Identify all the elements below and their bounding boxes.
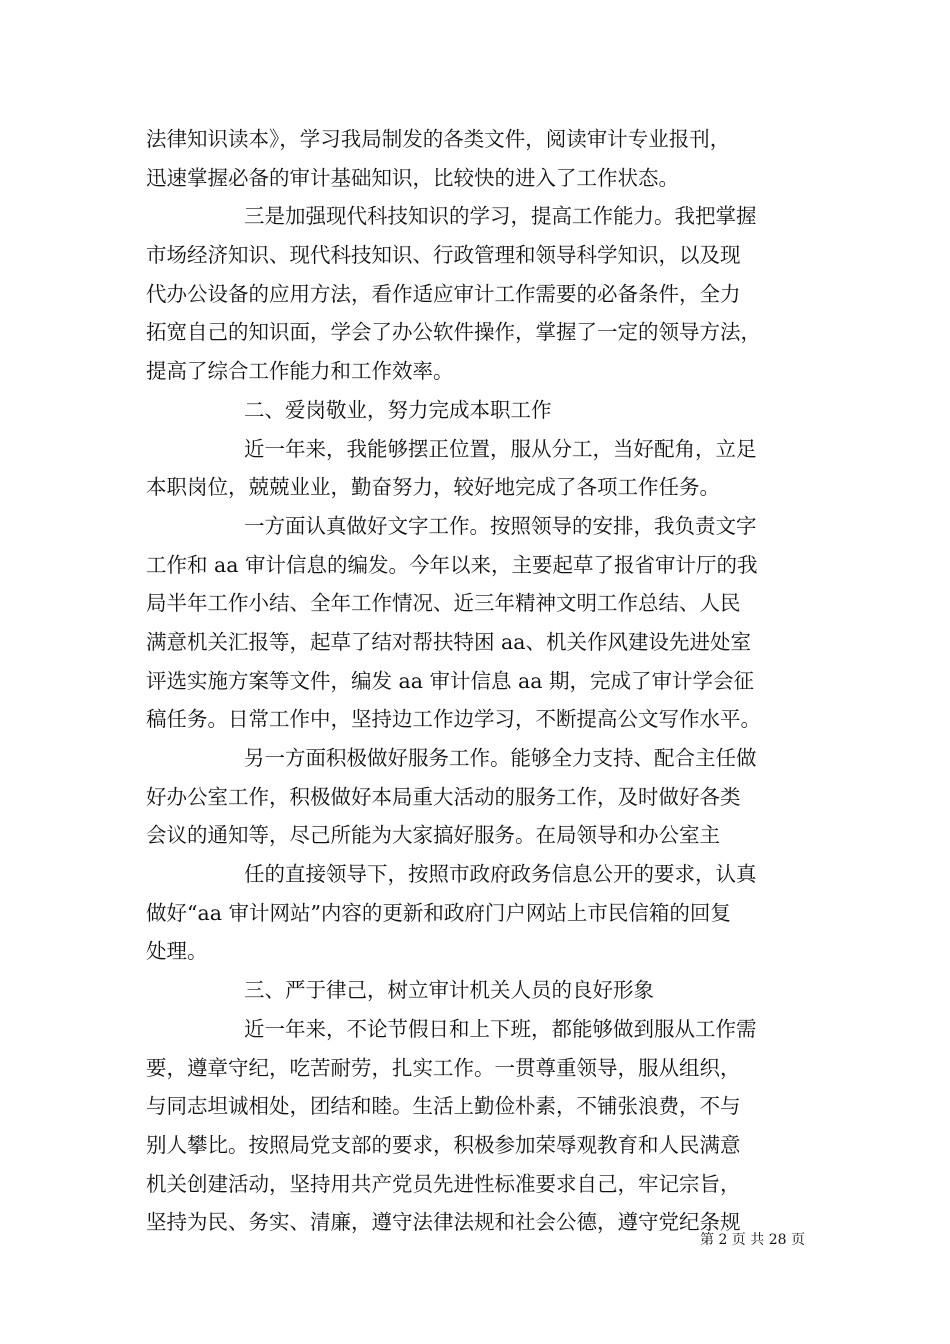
text-line: 代办公设备的应用方法，看作适应审计工作需要的必备条件，全力 [146, 281, 741, 306]
text-line: 评选实施方案等文件，编发 aa 审计信息 aa 期，完成了审计学会征 [146, 668, 754, 693]
text-line: 局半年工作小结、全年工作情况、近三年精神文明工作总结、人民 [146, 591, 741, 616]
text-line: 一方面认真做好文字工作。按照领导的安排，我负责文字 [244, 513, 757, 538]
text-line: 市场经济知识、现代科技知识、行政管理和领导科学知识，以及现 [146, 243, 741, 268]
text-line: 会议的通知等，尽己所能为大家搞好服务。在局领导和办公室主 [146, 823, 720, 848]
text-line: 迅速掌握必备的审计基础知识，比较快的进入了工作状态。 [146, 165, 679, 190]
text-line: 拓宽自己的知识面，学会了办公软件操作，掌握了一定的领导方法， [146, 320, 761, 345]
text-line: 工作和 aa 审计信息的编发。今年以来，主要起草了报省审计厅的我 [146, 552, 758, 577]
text-line: 二、爱岗敬业，努力完成本职工作 [244, 397, 552, 422]
text-line: 要，遵章守纪，吃苦耐劳，扎实工作。一贯尊重领导，服从组织， [146, 1055, 741, 1080]
text-line: 做好“aa 审计网站”内容的更新和政府门户网站上市民信箱的回复 [146, 900, 731, 925]
text-line: 三是加强现代科技知识的学习，提高工作能力。我把掌握 [244, 204, 757, 229]
text-line: 任的直接领导下，按照市政府政务信息公开的要求，认真 [244, 862, 757, 887]
text-line: 机关创建活动，坚持用共产党员先进性标准要求自己，牢记宗旨， [146, 1171, 741, 1196]
text-line: 坚持为民、务实、清廉，遵守法律法规和社会公德，遵守党纪条规 [146, 1210, 741, 1235]
text-line: 别人攀比。按照局党支部的要求，积极参加荣辱观教育和人民满意 [146, 1132, 741, 1157]
text-line: 法律知识读本》，学习我局制发的各类文件，阅读审计专业报刊， [146, 127, 731, 151]
text-line: 处理。 [146, 939, 208, 964]
text-line: 本职岗位，兢兢业业，勤奋努力，较好地完成了各项工作任务。 [146, 475, 720, 500]
text-line: 另一方面积极做好服务工作。能够全力支持、配合主任做 [244, 746, 757, 770]
text-line: 提高了综合工作能力和工作效率。 [146, 359, 454, 384]
text-line: 满意机关汇报等，起草了结对帮扶特困 aa、机关作风建设先进处室 [146, 629, 751, 654]
document-body [146, 120, 816, 1242]
text-line: 近一年来，我能够摆正位置，服从分工，当好配角，立足 [244, 436, 757, 461]
text-line: 与同志坦诚相处，团结和睦。生活上勤俭朴素，不铺张浪费，不与 [146, 1094, 741, 1119]
text-line: 好办公室工作，积极做好本局重大活动的服务工作，及时做好各类 [146, 784, 741, 809]
text-line: 稿任务。日常工作中，坚持边工作边学习，不断提高公文写作水平。 [146, 707, 761, 732]
page-number-footer: 第 2 页 共 28 页 [700, 1232, 805, 1248]
text-line: 三、严于律己，树立审计机关人员的良好形象 [244, 978, 654, 1003]
text-line: 近一年来，不论节假日和上下班，都能够做到服从工作需 [244, 1016, 757, 1041]
